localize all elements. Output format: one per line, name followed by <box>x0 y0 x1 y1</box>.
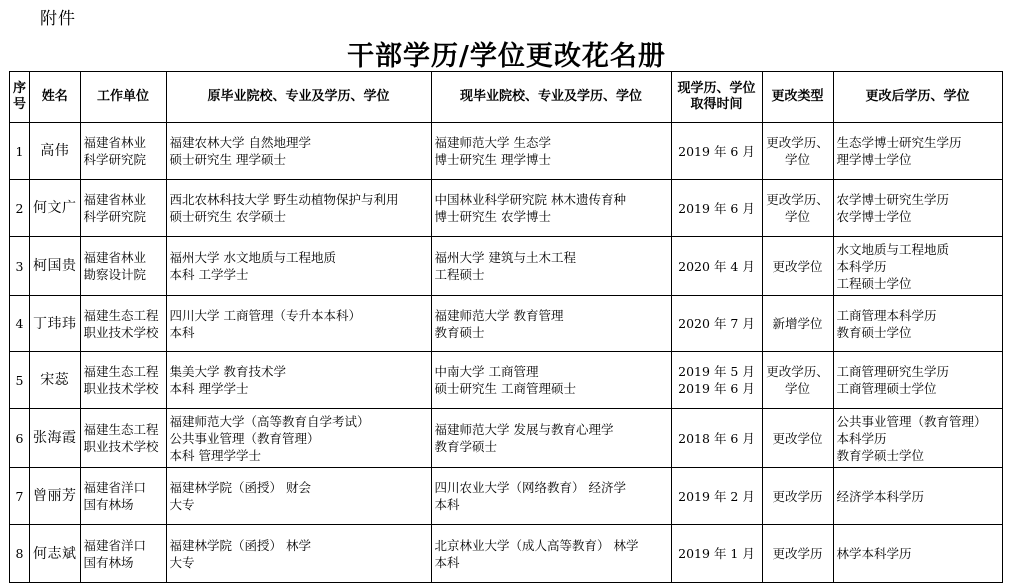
unit-cell <box>80 237 166 296</box>
table-row <box>10 525 1003 583</box>
cell-line: 工商管理研究生学历 <box>836 364 950 379</box>
cell-line: 2019 年 5 月 <box>678 364 755 379</box>
updated-education-cell <box>833 352 1002 409</box>
cell-line: 更改学历、 <box>766 192 829 207</box>
cell-line: 学位 <box>784 152 810 167</box>
original-education-cell <box>166 352 431 409</box>
change-type-cell <box>762 237 833 296</box>
obtained-time-cell <box>671 468 762 525</box>
original-education-cell <box>166 296 431 352</box>
cell-line: 工商管理本科学历 <box>836 307 937 323</box>
cell-line: 四川农业大学（网络教育） 经济学 <box>434 480 626 495</box>
cell-line: 工程硕士学位 <box>836 275 912 291</box>
cell-line: 生态学博士研究生学历 <box>836 135 962 150</box>
seq-cell <box>10 525 30 583</box>
row-number: 1 <box>15 143 24 159</box>
header-label: 序 <box>12 81 26 96</box>
cell-line: 理学博士学位 <box>836 152 912 167</box>
cell-line: 2020 年 7 月 <box>678 316 755 331</box>
current-education-cell <box>431 409 671 468</box>
person-name: 柯国贵 <box>33 258 77 274</box>
original-education-cell <box>166 180 431 237</box>
obtained-time-cell <box>671 237 762 296</box>
cell-line: 福建省林业 <box>83 250 147 265</box>
change-type-cell <box>762 296 833 352</box>
person-name: 张海霞 <box>33 430 77 446</box>
change-type-cell <box>762 409 833 468</box>
row-number: 6 <box>15 430 24 446</box>
cell-line: 本科 工学学士 <box>169 267 249 282</box>
column-header-cur <box>431 72 671 123</box>
cell-line: 2020 年 4 月 <box>678 258 755 274</box>
obtained-time-cell <box>671 525 762 583</box>
original-education-cell <box>166 123 431 180</box>
original-education-cell <box>166 525 431 583</box>
column-header-after <box>833 72 1002 123</box>
current-education-cell <box>431 468 671 525</box>
cell-line: 博士研究生 理学博士 <box>434 152 551 167</box>
cell-line: 中国林业科学研究院 林木遗传育种 <box>434 192 626 207</box>
person-name: 宋蕊 <box>40 372 70 388</box>
cell-line: 农学博士学位 <box>836 209 912 224</box>
cell-line: 集美大学 教育技术学 <box>169 364 286 379</box>
table-header-row <box>10 72 1003 123</box>
attachment-label: 附件 <box>40 9 76 29</box>
person-name: 高伟 <box>40 143 70 159</box>
table-row <box>10 296 1003 352</box>
cell-line: 福州大学 建筑与土木工程 <box>434 250 576 265</box>
current-education-cell <box>431 525 671 583</box>
cell-line: 更改学历、 <box>766 364 829 379</box>
seq-cell <box>10 352 30 409</box>
current-education-cell <box>431 180 671 237</box>
name-cell <box>30 180 81 237</box>
name-cell <box>30 123 81 180</box>
cell-line: 教育硕士 <box>434 324 485 340</box>
table-row <box>10 237 1003 296</box>
cell-line: 科学研究院 <box>83 152 147 167</box>
column-header-seq <box>10 72 30 123</box>
cell-line: 更改学历 <box>772 546 823 561</box>
seq-cell <box>10 237 30 296</box>
column-header-name <box>30 72 81 123</box>
cell-line: 本科 <box>169 324 195 340</box>
cell-line: 经济学本科学历 <box>836 488 925 504</box>
cell-line: 福建林学院（函授） 财会 <box>169 480 311 495</box>
column-header-unit <box>80 72 166 123</box>
name-cell <box>30 468 81 525</box>
cell-line: 科学研究院 <box>83 209 147 224</box>
row-number: 8 <box>15 546 24 561</box>
cell-line: 福建生态工程 <box>83 364 159 379</box>
table-row <box>10 409 1003 468</box>
cell-line: 硕士研究生 农学硕士 <box>169 209 286 224</box>
name-cell <box>30 296 81 352</box>
change-type-cell <box>762 123 833 180</box>
cell-line: 国有林场 <box>83 497 134 512</box>
unit-cell <box>80 468 166 525</box>
header-label: 现毕业院校、专业及学历、学位 <box>459 89 642 104</box>
cell-line: 公共事业管理（教育管理） <box>836 413 987 429</box>
row-number: 2 <box>15 200 24 216</box>
cell-line: 工程硕士 <box>434 267 485 282</box>
cell-line: 北京林业大学（成人高等教育） 林学 <box>434 537 639 553</box>
row-number: 5 <box>15 372 24 388</box>
cell-line: 本科 管理学学士 <box>169 447 261 463</box>
header-label: 更改后学历、学位 <box>865 89 970 104</box>
person-name: 何文广 <box>33 200 77 216</box>
cell-line: 学位 <box>784 381 810 396</box>
cell-line: 教育学硕士学位 <box>836 447 925 463</box>
cell-line: 水文地质与工程地质 <box>836 241 950 257</box>
obtained-time-cell <box>671 123 762 180</box>
cell-line: 本科 理学学士 <box>169 381 249 396</box>
name-cell <box>30 352 81 409</box>
change-type-cell <box>762 180 833 237</box>
row-number: 3 <box>15 258 24 274</box>
cell-line: 福建农林大学 自然地理学 <box>169 135 311 150</box>
original-education-cell <box>166 237 431 296</box>
cell-line: 福建生态工程 <box>83 422 159 437</box>
cell-line: 硕士研究生 工商管理硕士 <box>434 381 576 396</box>
table-row <box>10 123 1003 180</box>
current-education-cell <box>431 237 671 296</box>
column-header-time <box>671 72 762 123</box>
table-row <box>10 352 1003 409</box>
column-header-type <box>762 72 833 123</box>
cell-line: 2019 年 1 月 <box>678 546 755 561</box>
cell-line: 四川大学 工商管理（专升本本科） <box>169 307 361 323</box>
roster-table <box>9 71 1003 583</box>
person-name: 何志斌 <box>33 545 77 562</box>
updated-education-cell <box>833 237 1002 296</box>
cell-line: 本科 <box>434 497 460 512</box>
page-title: 干部学历/学位更改花名册 <box>347 41 666 72</box>
change-type-cell <box>762 525 833 583</box>
cell-line: 2019 年 6 月 <box>678 381 755 396</box>
cell-line: 教育硕士学位 <box>836 324 912 340</box>
header-label: 号 <box>12 97 26 112</box>
cell-line: 新增学位 <box>772 316 823 331</box>
cell-line: 福建师范大学 生态学 <box>434 135 551 150</box>
obtained-time-cell <box>671 352 762 409</box>
cell-line: 勘察设计院 <box>83 267 147 282</box>
unit-cell <box>80 296 166 352</box>
updated-education-cell <box>833 296 1002 352</box>
cell-line: 硕士研究生 理学硕士 <box>169 152 286 167</box>
name-cell <box>30 409 81 468</box>
unit-cell <box>80 352 166 409</box>
obtained-time-cell <box>671 409 762 468</box>
obtained-time-cell <box>671 296 762 352</box>
cell-line: 福建师范大学 教育管理 <box>434 307 564 323</box>
cell-line: 2019 年 6 月 <box>678 143 755 159</box>
change-type-cell <box>762 352 833 409</box>
cell-line: 大专 <box>169 554 195 570</box>
cell-line: 福建省林业 <box>83 192 147 207</box>
change-type-cell <box>762 468 833 525</box>
cell-line: 农学博士研究生学历 <box>836 192 950 207</box>
cell-line: 本科学历 <box>836 430 887 446</box>
cell-line: 大专 <box>169 497 195 512</box>
updated-education-cell <box>833 468 1002 525</box>
header-label: 现学历、学位 <box>677 81 756 96</box>
cell-line: 福建省洋口 <box>83 480 147 495</box>
updated-education-cell <box>833 525 1002 583</box>
cell-line: 本科学历 <box>836 258 887 274</box>
cell-line: 职业技术学校 <box>83 324 159 340</box>
table-row <box>10 468 1003 525</box>
obtained-time-cell <box>671 180 762 237</box>
row-number: 7 <box>15 488 24 504</box>
cell-line: 福建师范大学（高等教育自学考试） <box>169 413 370 429</box>
cell-line: 国有林场 <box>83 554 134 570</box>
cell-line: 福建省林业 <box>83 135 147 150</box>
cell-line: 职业技术学校 <box>83 439 159 454</box>
header-label: 取得时间 <box>690 97 743 112</box>
cell-line: 2019 年 2 月 <box>678 488 755 504</box>
seq-cell <box>10 123 30 180</box>
cell-line: 更改学历 <box>772 488 823 504</box>
cell-line: 福州大学 水文地质与工程地质 <box>169 250 336 265</box>
unit-cell <box>80 409 166 468</box>
header-label: 更改类型 <box>771 89 824 104</box>
updated-education-cell <box>833 409 1002 468</box>
cell-line: 学位 <box>784 209 810 224</box>
name-cell <box>30 525 81 583</box>
row-number: 4 <box>15 316 24 331</box>
cell-line: 工商管理硕士学位 <box>836 381 937 396</box>
current-education-cell <box>431 296 671 352</box>
cell-line: 2019 年 6 月 <box>678 200 755 216</box>
cell-line: 福建林学院（函授） 林学 <box>169 537 311 553</box>
header-label: 原毕业院校、专业及学历、学位 <box>207 89 390 104</box>
original-education-cell <box>166 409 431 468</box>
header-label: 姓名 <box>41 89 68 104</box>
updated-education-cell <box>833 180 1002 237</box>
cell-line: 福建省洋口 <box>83 537 147 553</box>
cell-line: 更改学位 <box>772 258 823 274</box>
cell-line: 更改学历、 <box>766 135 829 150</box>
header-label: 工作单位 <box>96 89 149 104</box>
seq-cell <box>10 468 30 525</box>
cell-line: 中南大学 工商管理 <box>434 364 539 379</box>
cell-line: 教育学硕士 <box>434 439 498 454</box>
unit-cell <box>80 525 166 583</box>
cell-line: 2018 年 6 月 <box>678 430 755 446</box>
cell-line: 西北农林科技大学 野生动植物保护与利用 <box>169 192 399 207</box>
person-name: 丁玮玮 <box>33 315 77 332</box>
cell-line: 更改学位 <box>772 430 823 446</box>
seq-cell <box>10 296 30 352</box>
person-name: 曾丽芳 <box>33 488 77 504</box>
cell-line: 林学本科学历 <box>836 546 912 561</box>
column-header-orig <box>166 72 431 123</box>
seq-cell <box>10 180 30 237</box>
cell-line: 福建生态工程 <box>83 307 159 323</box>
seq-cell <box>10 409 30 468</box>
table-row <box>10 180 1003 237</box>
cell-line: 福建师范大学 发展与教育心理学 <box>434 422 614 437</box>
cell-line: 职业技术学校 <box>83 381 159 396</box>
unit-cell <box>80 123 166 180</box>
current-education-cell <box>431 352 671 409</box>
updated-education-cell <box>833 123 1002 180</box>
name-cell <box>30 237 81 296</box>
unit-cell <box>80 180 166 237</box>
cell-line: 本科 <box>434 554 460 570</box>
cell-line: 公共事业管理（教育管理） <box>169 430 320 446</box>
cell-line: 博士研究生 农学博士 <box>434 209 551 224</box>
original-education-cell <box>166 468 431 525</box>
current-education-cell <box>431 123 671 180</box>
